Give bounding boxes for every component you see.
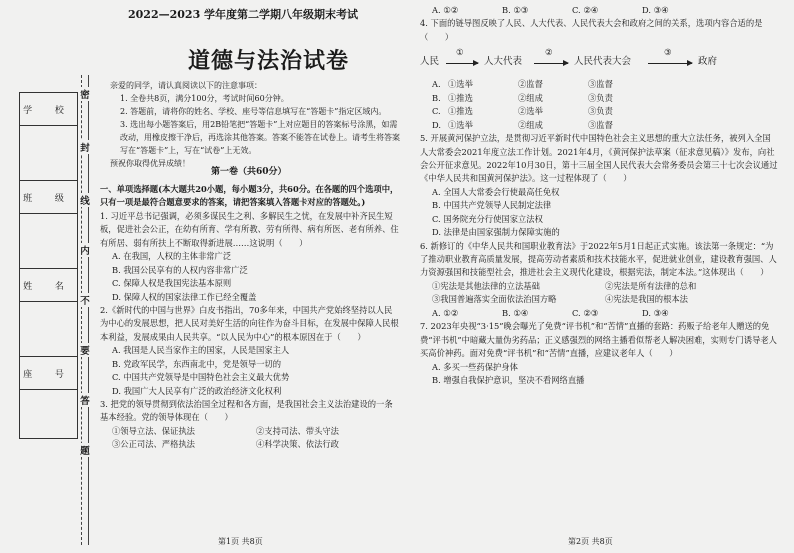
- section-title: 第一卷（共60分）: [211, 167, 287, 177]
- seat-blank: [20, 390, 78, 439]
- option: A. 我国是人民当家作主的国家，人民是国家主人: [112, 345, 290, 356]
- notice-line: 预祝你取得优异成绩！: [110, 158, 190, 168]
- subject-title: 道德与法治试卷: [188, 49, 350, 74]
- statement: ①宪法是其他法律的立法基础: [432, 280, 540, 291]
- arrow-icon: [648, 63, 692, 64]
- q4-row: C. ①推选 ②选举 ③负责: [432, 106, 613, 117]
- seal-char: 密: [78, 87, 92, 101]
- seat-label: 座 号: [20, 357, 78, 390]
- diagram-mark: ②: [545, 48, 553, 59]
- question-6: 6. 新修订的《中华人民共和国职业教育法》于2022年5月1日起正式实施。该法第一条规定：“为了推动职业教育高质量发展，提高劳动者素质和技术技能水平，促进就业创业，建设教育强国、人力资源强国和技能型社会，推进社会主义现代化建设，根据宪法，制定本法。”这体现出（ ）: [420, 240, 777, 278]
- option: C. ②④: [572, 5, 599, 15]
- name-blank: [20, 302, 78, 357]
- option: A. ①②: [432, 5, 459, 15]
- diagram-node: 人民: [420, 56, 440, 68]
- statement: ①领导立法、保证执法: [112, 425, 195, 436]
- option: B. 中国共产党领导人民制定法律: [432, 200, 552, 211]
- seal-line: [78, 75, 92, 545]
- q4-row: A. ①选举 ②监督 ③监督: [432, 79, 613, 90]
- page-footer-right: 第2页 共8页: [568, 537, 613, 546]
- page-footer-left: 第1页 共8页: [218, 537, 263, 546]
- option: B. 增强自我保护意识，坚决不看网络直播: [432, 374, 585, 385]
- left-question-column: [100, 183, 400, 452]
- option: C. 中国共产党领导是中国特色社会主义最大优势: [112, 372, 290, 383]
- option: A. ①②: [432, 307, 459, 318]
- option: C. ②③: [572, 307, 599, 318]
- option: B. ①④: [502, 307, 529, 318]
- option: B. 党政军民学，东西南北中，党是领导一切的: [112, 358, 282, 369]
- question-2: 2.《新时代的中国与世界》白皮书指出，70多年来，中国共产党始终坚持以人民为中心的发展思想，把人民对美好生活的向往作为奋斗目标，在发展中保障人民根本利益，发展成果由人民共享。“以人民为中心”的根本原因在于（ ）: [100, 304, 399, 342]
- class-label: 班 级: [20, 181, 78, 214]
- arrow-icon: [446, 63, 478, 64]
- question-4: 4. 下面的链导图反映了人民、人大代表、人民代表大会和政府之间的关系，选项内容合适的是（ ）: [420, 18, 763, 42]
- class-blank: [20, 214, 78, 269]
- q4-row: B. ①推选 ②组成 ③负责: [432, 92, 613, 103]
- option: D. ③④: [642, 5, 669, 15]
- seal-char: 要: [78, 343, 92, 357]
- name-label: 姓 名: [20, 269, 78, 302]
- arrow-icon: [534, 63, 568, 64]
- seal-char: 线: [78, 193, 92, 207]
- school-label: 学 校: [20, 93, 78, 126]
- statement: ②宪法是所有法律的总和: [605, 280, 697, 291]
- question-1: 1. 习近平总书记强调，必须多谋民生之利、多解民生之忧，在发展中补齐民生短板，促进社会公正，在幼有所育、学有所教、劳有所得、病有所医、老有所养、住有所居、弱有所扶上不断取得新进展……这说明（ ）: [100, 210, 399, 248]
- statement: ③我国普遍落实全面依法治国方略: [432, 294, 557, 305]
- option: D. 法律是由国家强制力保障实施的: [432, 227, 560, 238]
- option: C. 国务院充分行使国家立法权: [432, 213, 543, 224]
- q6-options: [420, 307, 778, 320]
- section-intro: 一、单项选择题(本大题共20小题，每小题3分，共60分。在各题的四个选项中，只有一项是最符合题意要求的答案，请把答案填入答题卡对应的答题处。): [100, 184, 399, 208]
- seal-char: 答: [78, 393, 92, 407]
- statement: ④科学决策、依法行政: [256, 439, 339, 450]
- option: D. 我国广大人民享有广泛的政治经济文化权利: [112, 385, 282, 396]
- student-info-table: [19, 92, 78, 439]
- diagram-node: 政府: [698, 56, 718, 68]
- seal-char: 题: [78, 443, 92, 457]
- question-3: 3. 把党的领导贯彻到依法治国全过程和各方面，是我国社会主义法治建设的一条基本经验。党的领导体现在（ ）: [100, 399, 393, 423]
- statement-grid: [100, 425, 400, 452]
- option: D. ③④: [642, 307, 669, 318]
- notice-line: 3. 选出每小题答案后，用2B铅笔把“答题卡”上对应题目的答案标号涂黑，如需改动，用橡皮擦干净后，再选涂其他答案。答案不能答在试卷上。请考生将答案写在“答题卡”上，写在“试卷”上无效。: [120, 119, 400, 155]
- relation-diagram: [420, 50, 778, 74]
- statement-grid: [420, 280, 778, 307]
- seal-char: 不: [78, 293, 92, 307]
- diagram-node: 人大代表: [484, 56, 523, 68]
- question-7: 7. 2023年央视“3·15”晚会曝光了免费“评书机”和“苦情”直播的套路：药贩子给老年人赠送的免费“评书机”中暗藏大量伪劣药品；正义感强烈的网络主播看似帮老人解决困难，实则专门诱导老人买高价神药。面对免费“评书机”和“苦情”直播，应建议老年人（ ）: [420, 321, 777, 359]
- seal-char: 封: [78, 140, 92, 154]
- option: A. 多买一些药保护身体: [432, 361, 518, 372]
- school-blank: [20, 126, 78, 181]
- q3-options: [420, 4, 778, 17]
- diagram-mark: ①: [456, 48, 464, 59]
- option: C. 保障人权是我国宪法基本原则: [112, 278, 232, 289]
- option: B. 我国公民享有的人权内容非常广泛: [112, 264, 248, 275]
- statement: ②支持司法、带头守法: [256, 425, 339, 436]
- option: B. ①③: [502, 5, 529, 15]
- statement: ③公正司法、严格执法: [112, 439, 195, 450]
- option: A. 全国人大常委会行使最高任免权: [432, 186, 560, 197]
- diagram-node: 人民代表大会: [574, 56, 632, 68]
- exam-title: 2022—2023 学年度第二学期八年级期末考试: [128, 8, 359, 21]
- notice-line: 亲爱的同学，请认真阅读以下的注意事项：: [110, 81, 262, 90]
- option: A. 在我国，人权的主体非常广泛: [112, 251, 232, 262]
- seal-char: 内: [78, 243, 92, 257]
- question-5: 5. 开展黄河保护立法，是贯彻习近平新时代中国特色社会主义思想的重大立法任务，被列入全国人大常委会2021年度立法工作计划。2021年4月，《黄河保护法草案（征求意见稿）》发布，向社会公开征求意见。2022年10月30日，第十三届全国人民代表大会常务委员会第三十七次会议通过《中华人民共和国黄河保护法》。这一过程体现了（ ）: [420, 133, 778, 184]
- diagram-mark: ③: [664, 48, 672, 59]
- notice-block: [110, 80, 400, 171]
- statement: ④宪法是我国的根本法: [605, 294, 688, 305]
- notice-line: 2. 答题前，请将你的姓名、学校、座号等信息填写在“答题卡”指定区域内。: [120, 106, 387, 116]
- q4-row: D. ①选举 ②组成 ③监督: [432, 119, 613, 130]
- right-question-column: [420, 4, 778, 387]
- option: D. 保障人权的国家法律工作已经全覆盖: [112, 291, 257, 302]
- notice-line: 1. 全卷共8页，满分100分，考试时间60分钟。: [120, 93, 289, 103]
